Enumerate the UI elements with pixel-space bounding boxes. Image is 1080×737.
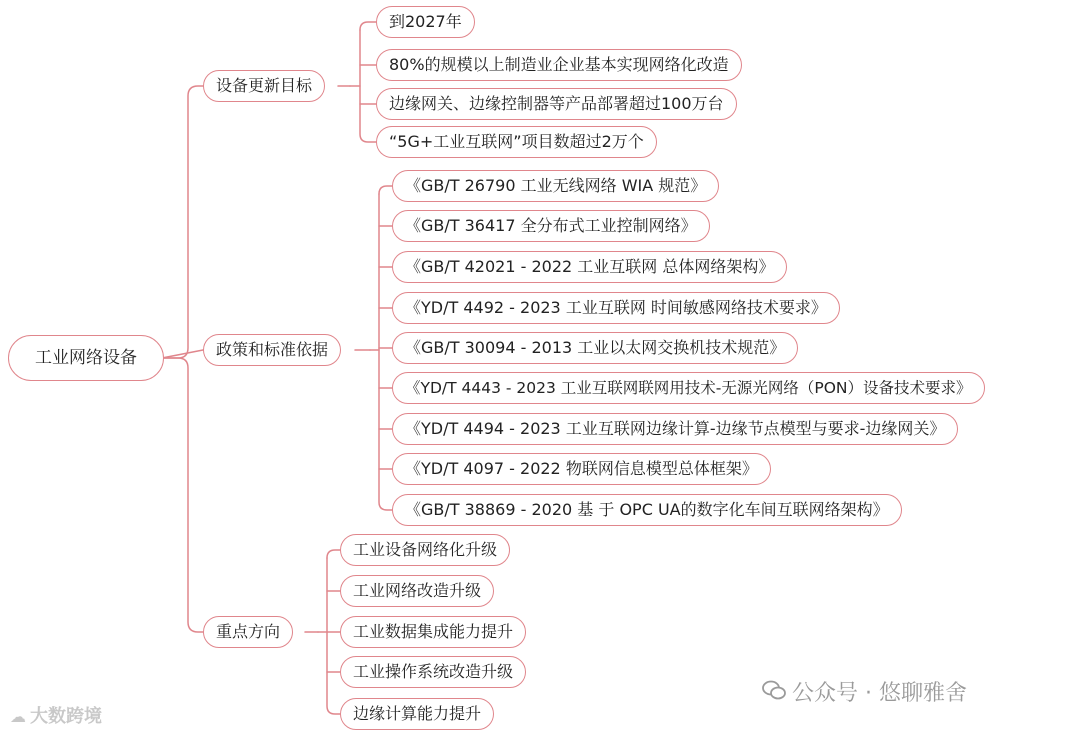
leaf-node: 边缘网关、边缘控制器等产品部署超过100万台: [376, 88, 737, 120]
leaf-node: “5G+工业互联网”项目数超过2万个: [376, 126, 657, 158]
watermark-left: ☁ 大数跨境: [10, 706, 102, 727]
branch-node-targets: 设备更新目标: [203, 70, 325, 102]
leaf-node: 到2027年: [376, 6, 475, 38]
wechat-icon: [762, 680, 786, 706]
branch-node-focus: 重点方向: [203, 616, 293, 648]
leaf-node: 《GB/T 36417 全分布式工业控制网络》: [392, 210, 710, 242]
leaf-node: 工业设备网络化升级: [340, 534, 510, 566]
leaf-node: 《GB/T 30094 - 2013 工业以太网交换机技术规范》: [392, 332, 798, 364]
leaf-node: 工业数据集成能力提升: [340, 616, 526, 648]
cloud-logo-icon: ☁: [10, 707, 26, 726]
leaf-node: 80%的规模以上制造业企业基本实现网络化改造: [376, 49, 742, 81]
leaf-node: 《GB/T 42021 - 2022 工业互联网 总体网络架构》: [392, 251, 787, 283]
leaf-node: 《YD/T 4443 - 2023 工业互联网联网用技术-无源光网络（PON）设备技术要求》: [392, 372, 985, 404]
leaf-node: 边缘计算能力提升: [340, 698, 494, 730]
leaf-node: 《YD/T 4492 - 2023 工业互联网 时间敏感网络技术要求》: [392, 292, 840, 324]
branch-node-policy: 政策和标准依据: [203, 334, 341, 366]
leaf-node: 工业操作系统改造升级: [340, 656, 526, 688]
leaf-node: 工业网络改造升级: [340, 575, 494, 607]
root-node: 工业网络设备: [8, 335, 164, 381]
leaf-node: 《GB/T 26790 工业无线网络 WIA 规范》: [392, 170, 719, 202]
leaf-node: 《YD/T 4494 - 2023 工业互联网边缘计算-边缘节点模型与要求-边缘网关》: [392, 413, 958, 445]
leaf-node: 《YD/T 4097 - 2022 物联网信息模型总体框架》: [392, 453, 771, 485]
watermark-right: 公众号 · 悠聊雅舍: [762, 676, 967, 707]
leaf-node: 《GB/T 38869 - 2020 基 于 OPC UA的数字化车间互联网络架构》: [392, 494, 902, 526]
